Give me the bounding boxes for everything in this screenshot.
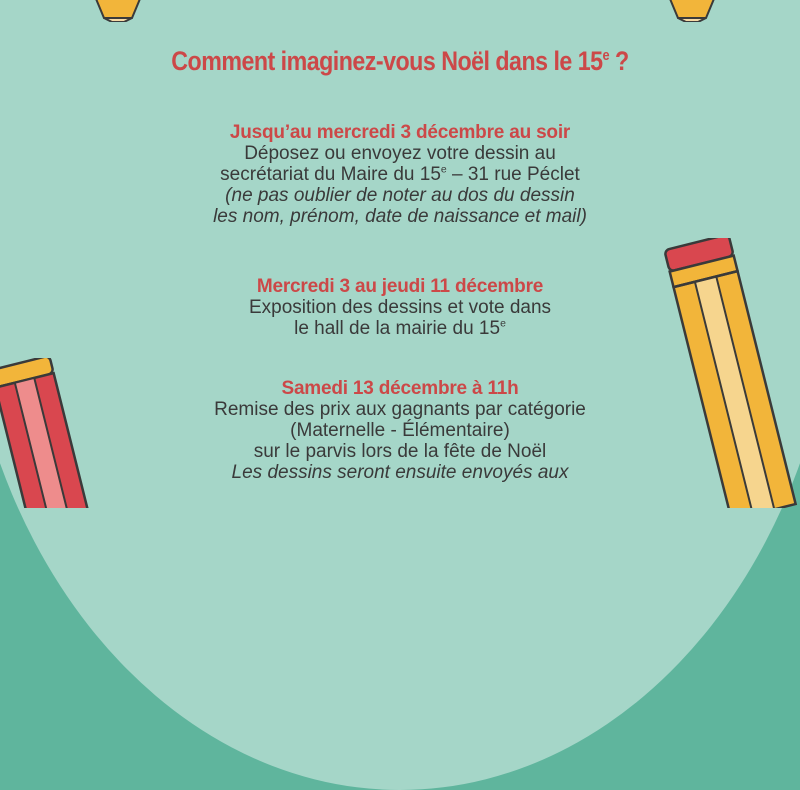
section-deposit: [0, 122, 800, 227]
section-note: Les dessins seront ensuite envoyés aux: [231, 462, 569, 483]
page-title: [56, 46, 744, 77]
section-note: les nom, prénom, date de naissance et mail): [213, 206, 587, 227]
section-heading: Mercredi 3 au jeudi 11 décembre: [256, 276, 544, 297]
title-text: Comment imaginez-vous Noël dans le 15: [171, 46, 603, 76]
section-text: Exposition des dessins et vote dans: [248, 297, 552, 318]
address-part-1: secrétariat du Maire du 15: [220, 164, 441, 185]
section-note: (ne pas oublier de noter au dos du dessin: [225, 185, 575, 206]
section-text: Remise des prix aux gagnants par catégorie: [214, 399, 586, 420]
section-text-address: [0, 164, 800, 185]
section-text: (Maternelle - Élémentaire): [290, 420, 510, 441]
section-heading: Samedi 13 décembre à 11h: [281, 378, 519, 399]
section-text: Déposez ou envoyez votre dessin au: [244, 143, 556, 164]
section-text-location: [0, 318, 800, 339]
title-superscript: e: [602, 48, 610, 64]
title-end: ?: [609, 46, 629, 76]
address-part-2: – 31 rue Péclet: [446, 164, 580, 185]
location-text: le hall de la mairie du 15: [294, 318, 501, 339]
section-text: sur le parvis lors de la fête de Noël: [253, 441, 547, 462]
address-superscript: e: [440, 164, 447, 176]
section-awards: [0, 378, 800, 483]
section-heading: Jusqu’au mercredi 3 décembre au soir: [229, 122, 571, 143]
section-exhibition: [0, 276, 800, 339]
location-superscript: e: [500, 318, 506, 330]
